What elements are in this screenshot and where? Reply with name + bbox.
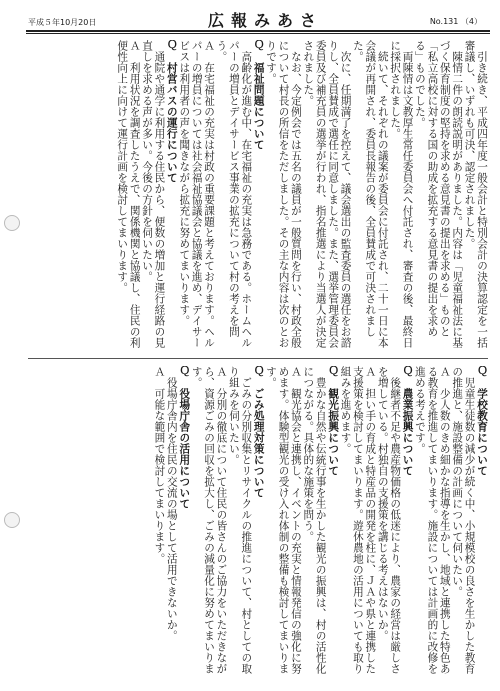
binding-hole-icon <box>4 215 20 231</box>
question-heading: Ｑ 学校教育について <box>476 366 488 476</box>
body-paragraph: 次に、任期満了を控えて、議会選出の監査委員の選任をお諮りし、全員賛成で選任に同意しました。また、選挙管理委員会委員及び補充員の選挙が行われ、指名推選により当選人が決定されました。 <box>302 40 352 348</box>
body-paragraph: 引き続き、平成四年度一般会計と特別会計の決算認定を一括審議し、いずれも可決、認定されました。 <box>463 40 488 348</box>
question-heading: Ｑ 村営バスの運行について <box>165 40 178 183</box>
answer-paragraph: Ａ 少人数のきめ細かな指導を生かし、地域と連携した特色ある教育を推進してまいります。施設については計画的に改修を進める考えです。 <box>413 366 451 674</box>
question-heading: Ｑ 福祉問題について <box>252 40 265 150</box>
bottom-tier-text <box>28 366 488 678</box>
body-paragraph: 後継者不足や農産物価格の低迷により、農家の経営は厳しさを増している。村独自の支援策を講じる考えはないか。 <box>376 366 402 674</box>
body-paragraph: 通院や通学に利用する住民から、便数の増加と運行経路の見直しを求める声が多い。今後の方針を伺いたい。 <box>141 40 166 348</box>
body-paragraph: 両陳情は文教厚生常任委員会へ付託され、審査の後、最終日に採択されました。 <box>389 40 414 348</box>
question-heading: Ｑ 観光振興について <box>327 366 340 476</box>
page-header <box>26 6 490 30</box>
header-rule-thin <box>26 33 490 34</box>
answer-paragraph: Ａ 観光協会と連携し、イベントの充実と情報発信の強化に努めます。体験型観光の受け入れ体制の整備も検討してまいります。 <box>265 366 302 674</box>
tier-divider <box>28 358 488 359</box>
issue-date: 平成５年10月20日 <box>28 18 97 27</box>
answer-paragraph: Ａ 在宅福祉の充実は村政の重要課題と考えております。ヘルパーの増員については社会福祉協議会と協議を進め、デイサービスは利用者の声を聞きながら拡充に努めてまいります。 <box>178 40 216 348</box>
body-paragraph: 陳情二件の朗読説明がありました。内容は「児童福祉法に基づく保育制度の堅持を求める意見書の提出を求める」ものと「私立高校に対する国の助成を拡充する意見書の提出を求める」ものでした。 <box>413 40 464 348</box>
question-heading: Ｑ 農業振興について <box>401 366 414 476</box>
header-rule <box>26 30 490 32</box>
question-heading: Ｑ ごみ処理対策について <box>252 366 265 498</box>
binding-hole-icon <box>4 512 20 528</box>
top-tier-text <box>28 40 488 352</box>
body-paragraph: 豊かな自然や伝統行事を生かした観光の振興は、村の活性化につながる。具体的な施策を問う。 <box>302 366 327 674</box>
body-paragraph: なお、今定例会では五名の議員が一般質問を行い、村政全般について村長の所信をただしました。その主な内容は次のとおりです。 <box>265 40 302 348</box>
publication-title: 広報みあさ <box>208 11 324 30</box>
body-paragraph: 続いて、それぞれの議案が委員会に付託され、二十一日に本会議が再開され、委員長報告の後、全員賛成で可決されました。 <box>351 40 389 348</box>
issue-number: No.131 （4） <box>429 17 482 26</box>
answer-paragraph: Ａ 担い手の育成と特産品の開発を柱に、ＪＡや県と連携した支援策を検討してまいります。遊休農地の活用についても取り組みを進めます。 <box>339 366 377 674</box>
body-paragraph: 児童生徒数の減少が続く中、小規模校の良さを生かした教育の推進と、施設整備の計画について伺いたい。 <box>451 366 476 674</box>
body-paragraph: ごみの分別収集とリサイクルの推進について、村としての取り組みを伺いたい。 <box>227 366 253 674</box>
answer-paragraph: Ａ 可能な範囲で検討してまいります。 <box>153 366 166 564</box>
answer-paragraph: Ａ 利用状況を調査したうえで、関係機関と協議し、住民の利便性向上に向けて運行計画を検討してまいります。 <box>116 40 141 348</box>
body-paragraph: 高齢化が進む中、在宅福祉の充実は急務である。ホームヘルパーの増員とデイサービス事業の拡充について村の考えを問う。 <box>215 40 253 348</box>
answer-paragraph: Ａ 分別の徹底について住民の皆さんのご協力をいただきながら、資源ごみの回収を拡大し、ごみの減量化に努めてまいります。 <box>190 366 228 674</box>
body-paragraph: 役場庁舎内を住民の交流の場として活用できないか。 <box>165 376 178 641</box>
article-body <box>28 40 488 683</box>
question-heading: Ｑ 役場庁舎の活用について <box>178 366 191 509</box>
